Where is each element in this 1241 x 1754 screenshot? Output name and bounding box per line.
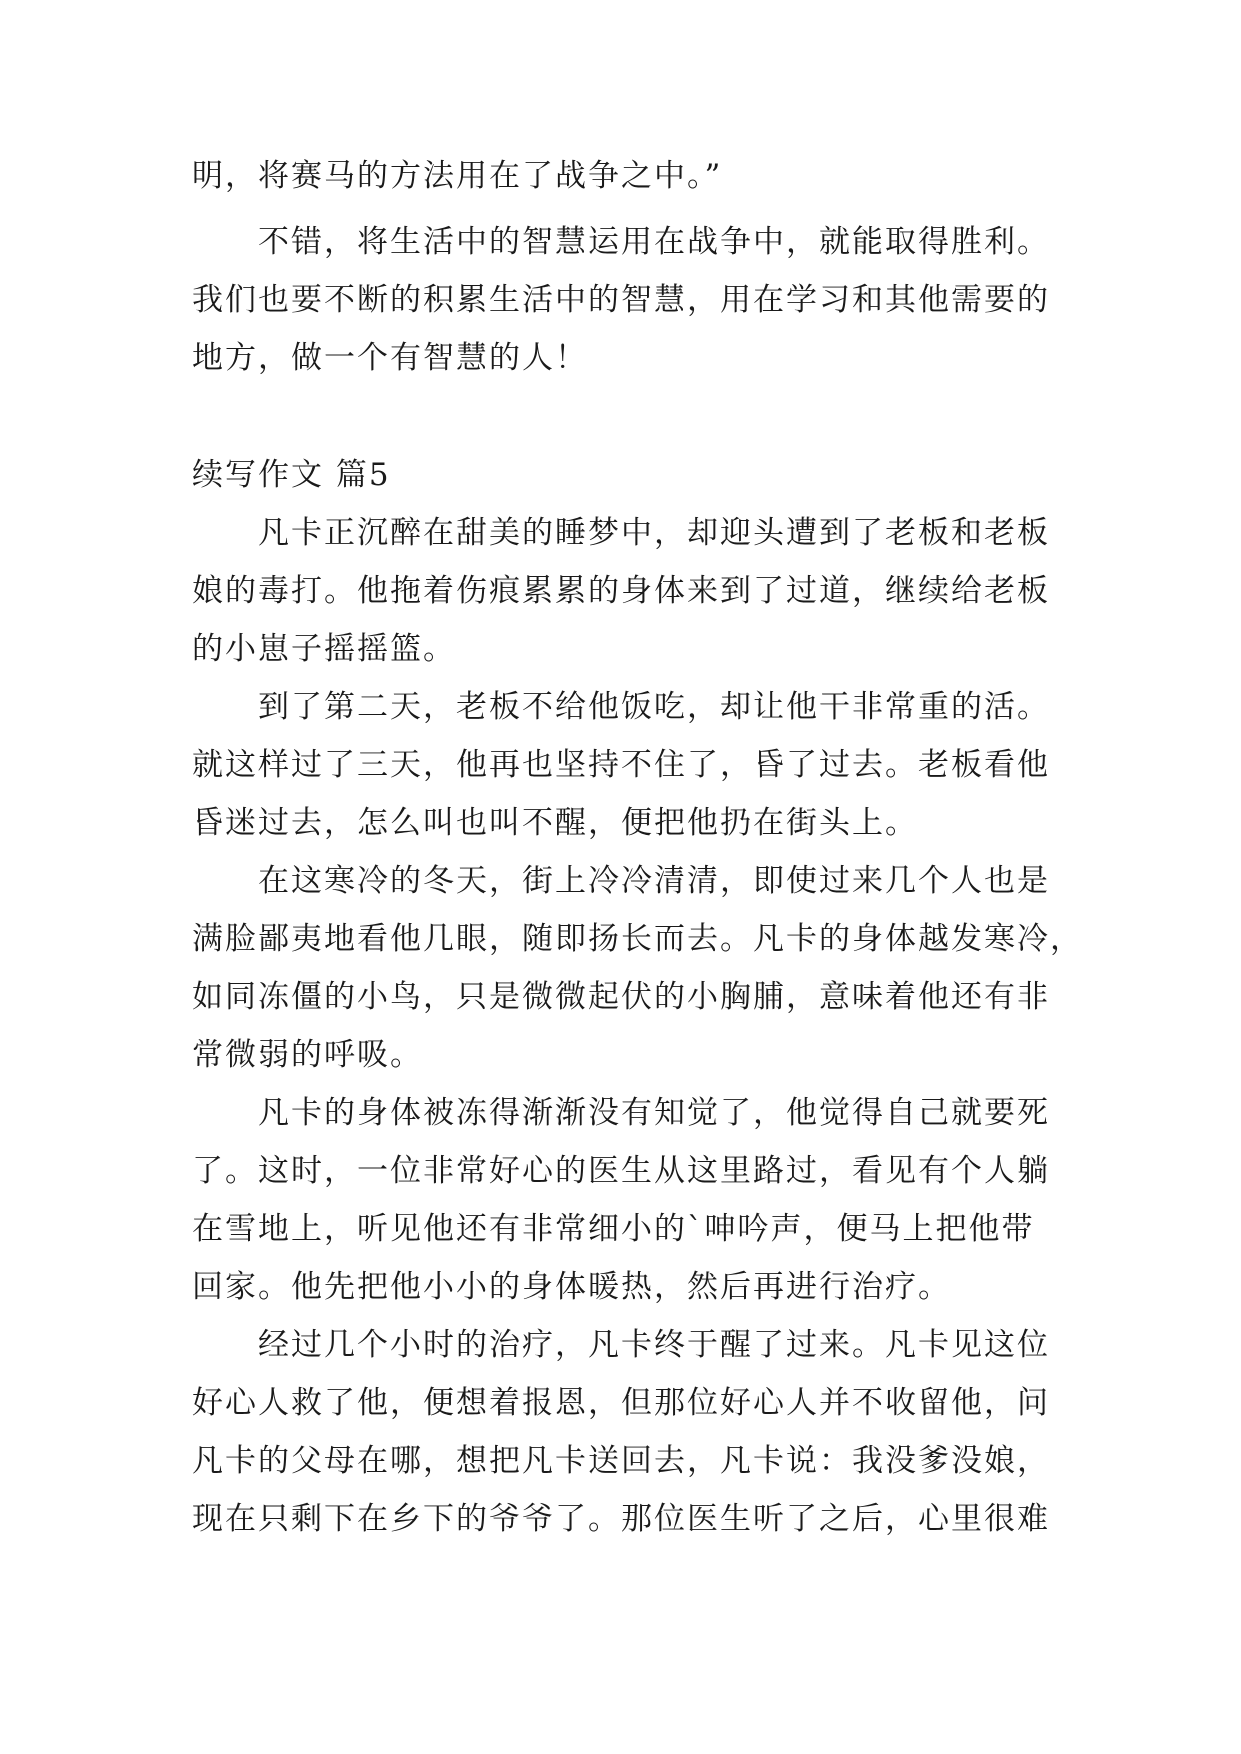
text-line: 到了第二天，老板不给他饭吃，却让他干非常重的活。 bbox=[258, 689, 1050, 725]
section-heading: 续写作文 篇5 bbox=[192, 457, 391, 493]
text-line: 凡卡的父母在哪，想把凡卡送回去，凡卡说：我没爹没娘， bbox=[192, 1443, 1050, 1479]
text-line: 经过几个小时的治疗，凡卡终于醒了过来。凡卡见这位 bbox=[258, 1327, 1050, 1363]
text-line: 好心人救了他，便想着报恩，但那位好心人并不收留他，问 bbox=[192, 1385, 1050, 1421]
text-line: 回家。他先把他小小的身体暖热，然后再进行治疗。 bbox=[192, 1269, 951, 1305]
text-line: 我们也要不断的积累生活中的智慧，用在学习和其他需要的 bbox=[192, 282, 1050, 318]
text-line: 的小崽子摇摇篮。 bbox=[192, 631, 456, 667]
text-line: 娘的毒打。他拖着伤痕累累的身体来到了过道，继续给老板 bbox=[192, 573, 1050, 609]
text-line: 地方，做一个有智慧的人！ bbox=[192, 340, 588, 376]
text-line: 现在只剩下在乡下的爷爷了。那位医生听了之后，心里很难 bbox=[192, 1501, 1050, 1537]
text-line: 了。这时，一位非常好心的医生从这里路过，看见有个人躺 bbox=[192, 1153, 1050, 1189]
text-line: 如同冻僵的小鸟，只是微微起伏的小胸脯，意味着他还有非 bbox=[192, 979, 1050, 1015]
text-line: 凡卡的身体被冻得渐渐没有知觉了，他觉得自己就要死 bbox=[258, 1095, 1050, 1131]
text-line: 满脸鄙夷地看他几眼，随即扬长而去。凡卡的身体越发寒冷， bbox=[192, 921, 1083, 957]
text-line: 常微弱的呼吸。 bbox=[192, 1037, 423, 1073]
text-line: 在这寒冷的冬天，街上冷冷清清，即使过来几个人也是 bbox=[258, 863, 1050, 899]
text-line: 不错，将生活中的智慧运用在战争中，就能取得胜利。 bbox=[258, 224, 1050, 260]
text-line: 在雪地上，听见他还有非常细小的`呻吟声，便马上把他带 bbox=[192, 1211, 1035, 1247]
text-line: 昏迷过去，怎么叫也叫不醒，便把他扔在街头上。 bbox=[192, 805, 918, 841]
text-line: 明，将赛马的方法用在了战争之中。” bbox=[192, 158, 723, 194]
text-line: 凡卡正沉醉在甜美的睡梦中，却迎头遭到了老板和老板 bbox=[258, 515, 1050, 551]
text-line: 就这样过了三天，他再也坚持不住了，昏了过去。老板看他 bbox=[192, 747, 1050, 783]
